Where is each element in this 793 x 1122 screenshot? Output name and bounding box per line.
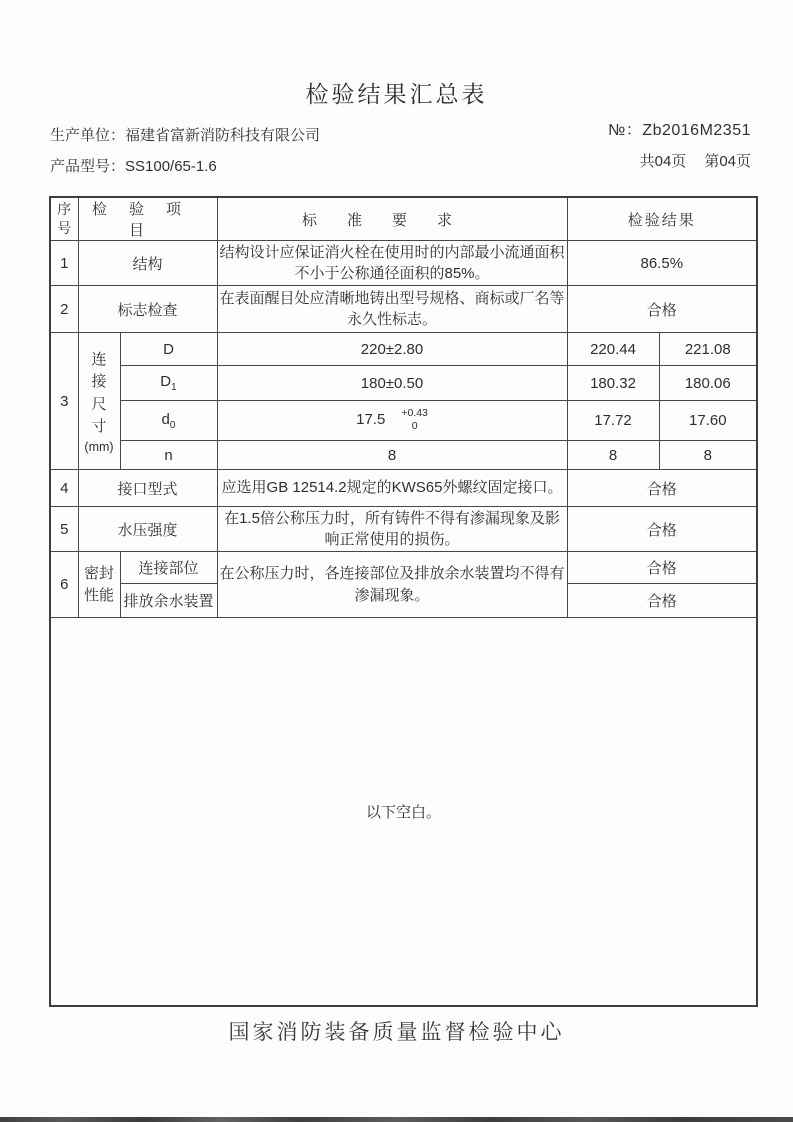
- table-row-blank: [50, 618, 757, 1006]
- row2-item: 标志检查: [78, 286, 217, 333]
- dim-D-result-1: 220.44: [567, 333, 659, 366]
- model-value: SS100/65-1.6: [125, 158, 217, 175]
- producer-label: 生产单位：: [50, 127, 126, 144]
- row6-standard: 在公称压力时，各连接部位及排放余水装置均不得有渗漏现象。: [217, 552, 567, 618]
- row4-item: 接口型式: [78, 470, 217, 507]
- pages-total: 共04页: [639, 153, 687, 170]
- table-row-structure: [50, 241, 757, 286]
- row2-standard: 在表面醒目处应清晰地铸出型号规格、商标或厂名等永久性标志。: [217, 286, 567, 333]
- model-label: 产品型号：: [50, 158, 126, 175]
- header-info-left: [50, 120, 320, 182]
- dim-D1-name: $D_1$: [120, 366, 217, 401]
- row5-item: 水压强度: [78, 507, 217, 552]
- dim-d0-name: $d_0$: [120, 401, 217, 441]
- col-header-standard: 标准要求: [217, 197, 567, 241]
- model-line: [50, 151, 320, 182]
- dim-D1-result-2: 180.06: [659, 366, 757, 401]
- dim-D-standard: 220±2.80: [217, 333, 567, 366]
- seal-result-2: 合格: [567, 584, 757, 618]
- dim-d0-nominal: 17.5: [356, 411, 386, 429]
- table-row-dim-D1: [50, 366, 757, 401]
- row6-no: 6: [50, 552, 78, 618]
- table-row-dim-n: [50, 441, 757, 470]
- page-count: [608, 150, 751, 171]
- table-row-marking: [50, 286, 757, 333]
- inspection-results-table: [49, 196, 758, 1007]
- table-row-hydro-strength: [50, 507, 757, 552]
- dim-n-name: n: [120, 441, 217, 470]
- row2-result: 合格: [567, 286, 757, 333]
- row3-no: 3: [50, 333, 78, 470]
- dim-d0-tolerance: [401, 407, 428, 431]
- row1-standard: 结构设计应保证消火栓在使用时的内部最小流通面积不小于公称通径面积的85%。: [217, 241, 567, 286]
- row3-item-unit: (mm): [84, 439, 114, 454]
- dim-d0-result-2: 17.60: [659, 401, 757, 441]
- table-row-seal-connection: [50, 552, 757, 584]
- row2-no: 2: [50, 286, 78, 333]
- dim-D-result-2: 221.08: [659, 333, 757, 366]
- header-info-right: [608, 117, 751, 171]
- table-row-dim-d0: [50, 401, 757, 441]
- dim-d0-tol-lower: 0: [411, 419, 418, 432]
- issuing-center-name: 国家消防装备质量监督检验中心: [228, 1021, 565, 1044]
- row4-standard: 应选用GB 12514.2规定的KWS65外螺纹固定接口。: [217, 470, 567, 507]
- producer-value: 福建省富新消防科技有限公司: [125, 127, 321, 144]
- row5-no: 5: [50, 507, 78, 552]
- dim-n-result-1: 8: [567, 441, 659, 470]
- page-current: 第04页: [704, 153, 751, 170]
- scan-edge-artifact: [0, 1117, 793, 1122]
- row1-item: 结构: [78, 241, 217, 286]
- report-number-value: Zb2016M2351: [642, 122, 751, 139]
- row1-result: 86.5%: [567, 241, 757, 286]
- row4-no: 4: [50, 470, 78, 507]
- blank-note: 以下空白。: [50, 618, 757, 1006]
- dim-D1-standard: 180±0.50: [217, 366, 567, 401]
- dim-n-result-2: 8: [659, 441, 757, 470]
- table-row-dim-D: [50, 333, 757, 366]
- seal-result-1: 合格: [567, 552, 757, 584]
- dim-d0-standard: [217, 401, 567, 441]
- row4-result: 合格: [567, 470, 757, 507]
- seal-part-2: 排放余水装置: [120, 584, 217, 618]
- col-header-no: 序号: [50, 197, 78, 241]
- report-number: [608, 117, 751, 140]
- row5-result: 合格: [567, 507, 757, 552]
- producer-line: [50, 120, 320, 151]
- dim-D-name: D: [120, 333, 217, 366]
- seal-part-1: 连接部位: [120, 552, 217, 584]
- row1-no: 1: [50, 241, 78, 286]
- row3-item: [78, 333, 120, 470]
- table-row-interface-type: [50, 470, 757, 507]
- col-header-item: 检验项目: [78, 197, 217, 241]
- row6-item: 密封性能: [78, 552, 120, 618]
- dim-D1-result-1: 180.32: [567, 366, 659, 401]
- document-title: 检验结果汇总表: [305, 81, 488, 107]
- report-number-label: №：: [608, 122, 643, 139]
- col-header-result: 检验结果: [567, 197, 757, 241]
- row3-item-text: 连接尺寸: [91, 350, 107, 435]
- dim-d0-result-1: 17.72: [567, 401, 659, 441]
- dim-n-standard: 8: [217, 441, 567, 470]
- table-header-row: [50, 197, 757, 241]
- dim-d0-tol-upper: +0.43: [401, 407, 428, 420]
- row5-standard: 在1.5倍公称压力时，所有铸件不得有渗漏现象及影响正常使用的损伤。: [217, 507, 567, 552]
